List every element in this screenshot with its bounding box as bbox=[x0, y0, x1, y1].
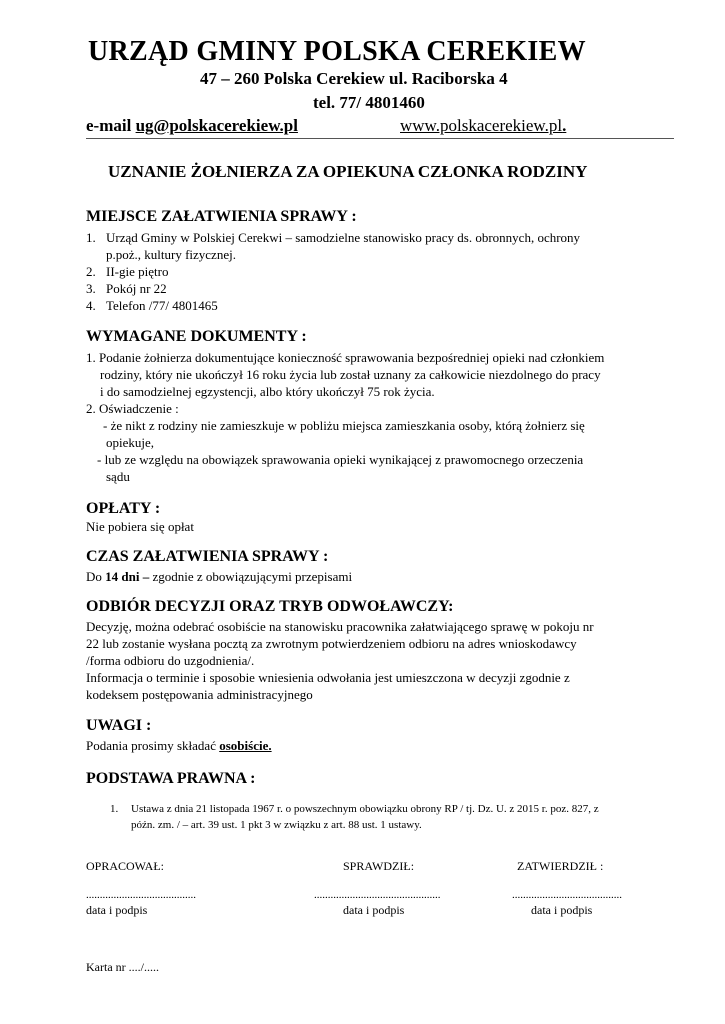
document-title: UZNANIE ŻOŁNIERZA ZA OPIEKUNA CZŁONKA RODZINY bbox=[108, 162, 588, 181]
time-days: 14 dni – bbox=[105, 569, 150, 584]
documents-item-2: 2. Oświadczenie : bbox=[86, 401, 179, 416]
decision-line-2: 22 lub zostanie wysłana pocztą za zwrotnym potwierdzeniem odbioru na adres wnioskodawcy bbox=[86, 636, 577, 651]
website-link[interactable]: www.polskacerekiew.pl bbox=[400, 116, 563, 135]
decision-line-1: Decyzję, można odebrać osobiście na stanowisku pracownika załatwiającego sprawę w pokoju nr bbox=[86, 619, 594, 634]
location-item-2: II-gie piętro bbox=[106, 264, 169, 279]
documents-heading: WYMAGANE DOKUMENTY : bbox=[86, 328, 307, 345]
decision-line-4: Informacja o terminie i sposobie wniesienia odwołania jest umieszczona w decyzji zgodnie z bbox=[86, 670, 570, 685]
documents-sub-2-line1: - lub ze względu na obowiązek sprawowania opieki wynikającej z prawomocnego orzeczenia bbox=[97, 452, 584, 467]
location-item-3: Pokój nr 22 bbox=[106, 281, 167, 296]
documents-item-1-line2: rodziny, który nie ukończył 16 roku życia lub został uznany za całkowicie niezdolnego do pracy bbox=[100, 367, 601, 382]
documents-sub-1-line1: - że nikt z rodziny nie zamieszkuje w pobliżu miejsca zamieszkania osoby, którą żołnierz się bbox=[103, 418, 585, 433]
signature-checked-caption: data i podpis bbox=[343, 903, 405, 917]
notes-text bbox=[86, 737, 272, 754]
signature-approved-label: ZATWIERDZIŁ : bbox=[517, 859, 604, 873]
location-item-1-line1: Urząd Gminy w Polskiej Cerekwi – samodzielne stanowisko pracy ds. obronnych, ochrony bbox=[106, 230, 581, 245]
location-item-1-line2: p.poż., kultury fizycznej. bbox=[106, 247, 236, 262]
time-prefix: Do bbox=[86, 569, 106, 584]
signature-prepared-caption: data i podpis bbox=[86, 903, 148, 917]
notes-prefix: Podania prosimy składać bbox=[86, 738, 220, 753]
office-address: 47 – 260 Polska Cerekiew ul. Raciborska 4 bbox=[200, 69, 508, 88]
email-link[interactable]: ug@polskacerekiew.pl bbox=[135, 116, 298, 135]
header-divider bbox=[86, 138, 674, 139]
notes-heading: UWAGI : bbox=[86, 717, 152, 734]
fees-text: Nie pobiera się opłat bbox=[86, 519, 194, 534]
documents-item-1-line3: i do samodzielnej egzystencji, albo który ukończył 75 rok życia. bbox=[100, 384, 435, 399]
website-suffix: . bbox=[562, 116, 567, 135]
signature-approved-caption: data i podpis bbox=[531, 903, 593, 917]
time-suffix: zgodnie z obowiązującymi przepisami bbox=[149, 569, 353, 584]
decision-line-3: /forma odbioru do uzgodnienia/. bbox=[86, 653, 255, 668]
signature-checked-line[interactable]: .............................................. bbox=[314, 889, 441, 901]
signature-approved-line[interactable]: ........................................ bbox=[512, 889, 622, 901]
notes-emphasis: osobiście. bbox=[219, 738, 272, 753]
signature-prepared-label: OPRACOWAŁ: bbox=[86, 859, 165, 873]
location-item-4-num: 4. bbox=[86, 298, 96, 313]
contact-line bbox=[86, 116, 567, 136]
time-heading: CZAS ZAŁATWIENIA SPRAWY : bbox=[86, 548, 329, 565]
time-text bbox=[86, 568, 352, 585]
legal-item-line1: Ustawa z dnia 21 listopada 1967 r. o powszechnym obowiązku obrony RP / tj. Dz. U. z 2015 r. poz. 827, z bbox=[131, 803, 599, 815]
legal-item-num: 1. bbox=[110, 803, 119, 815]
location-item-3-num: 3. bbox=[86, 281, 96, 296]
documents-item-1-line1: 1. Podanie żołnierza dokumentujące konieczność sprawowania bezpośredniej opieki nad członkiem bbox=[86, 350, 605, 365]
office-name: URZĄD GMINY POLSKA CEREKIEW bbox=[88, 36, 586, 67]
website-wrapper bbox=[400, 116, 566, 136]
signature-checked-label: SPRAWDZIŁ: bbox=[343, 859, 415, 873]
signature-prepared-line[interactable]: ........................................ bbox=[86, 889, 196, 901]
card-number: Karta nr ..../..... bbox=[86, 960, 159, 974]
decision-heading: ODBIÓR DECYZJI ORAZ TRYB ODWOŁAWCZY: bbox=[86, 598, 454, 615]
location-item-2-num: 2. bbox=[86, 264, 96, 279]
email-label: e-mail bbox=[86, 116, 136, 135]
decision-line-5: kodeksem postępowania administracyjnego bbox=[86, 687, 313, 702]
legal-item-line2: późn. zm. / – art. 39 ust. 1 pkt 3 w związku z art. 88 ust. 1 ustawy. bbox=[131, 819, 422, 831]
location-heading: MIEJSCE ZAŁATWIENIA SPRAWY : bbox=[86, 208, 357, 225]
fees-heading: OPŁATY : bbox=[86, 500, 161, 517]
documents-sub-2-line2: sądu bbox=[106, 469, 130, 484]
location-item-4: Telefon /77/ 4801465 bbox=[106, 298, 218, 313]
legal-heading: PODSTAWA PRAWNA : bbox=[86, 770, 256, 787]
office-phone: tel. 77/ 4801460 bbox=[313, 93, 425, 112]
location-item-1-num: 1. bbox=[86, 230, 96, 245]
documents-sub-1-line2: opiekuje, bbox=[106, 435, 155, 450]
